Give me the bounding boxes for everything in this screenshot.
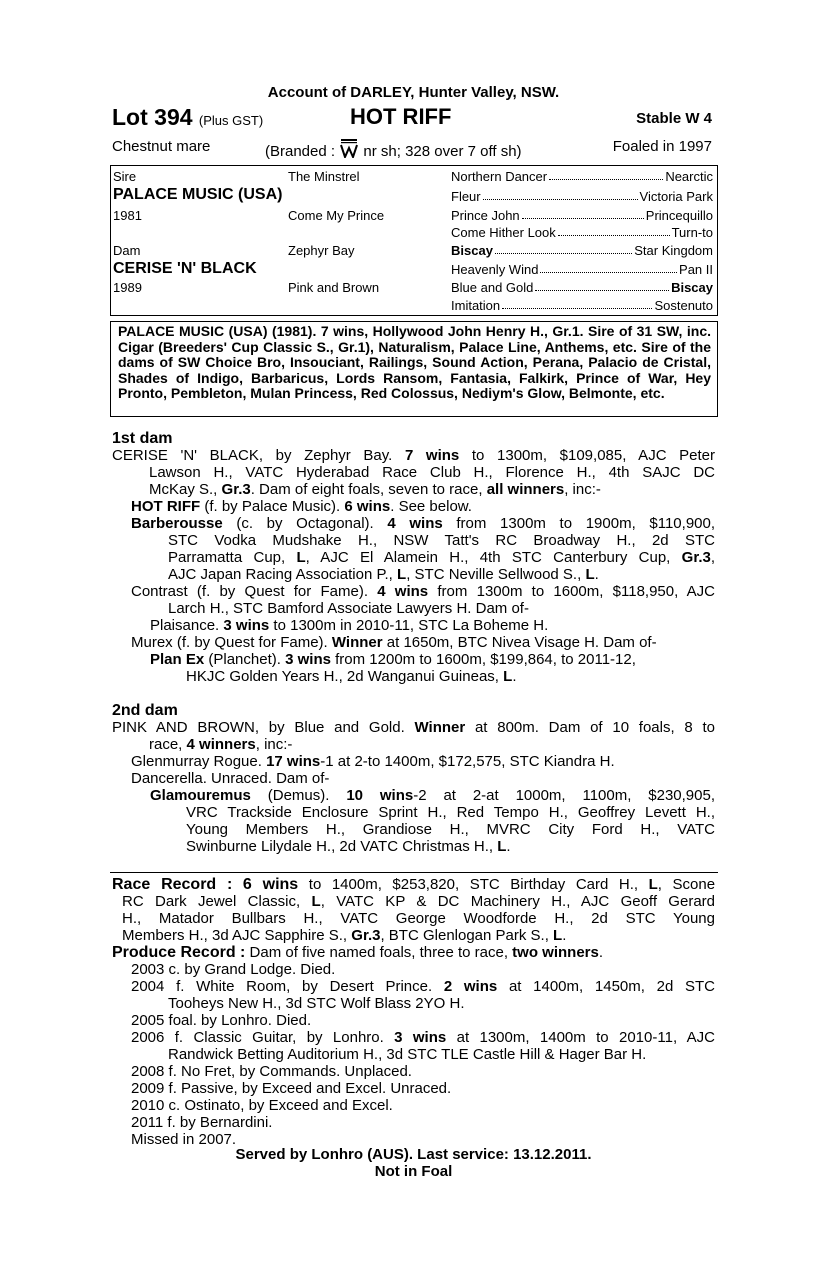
sire-sire: The Minstrel [288, 169, 360, 184]
dam-year: 1989 [113, 280, 142, 295]
produce-line: Contrast (f. by Quest for Fame). 4 wins from 1300m to 1600m, $118,950, AJC [131, 583, 716, 600]
produce-item: 2003 c. by Grand Lodge. Died. [131, 961, 336, 978]
dam-dam: Pink and Brown [288, 280, 380, 295]
account-line: Account of DARLEY, Hunter Valley, NSW. [267, 84, 560, 101]
produce-line: Plan Ex (Planchet). 3 wins from 1200m to 1600m, $199,864, to 2011-12, [150, 651, 636, 668]
ancestor: Sostenuto [654, 298, 713, 313]
ancestor: Biscay [671, 280, 713, 295]
branded-prefix: (Branded : [265, 143, 336, 160]
colour-sex: Chestnut mare [112, 138, 211, 155]
produce-line: Dancerella. Unraced. Dam of- [131, 770, 330, 787]
grandparent-row [451, 243, 713, 258]
produce-item: 2010 c. Ostinato, by Exceed and Excel. [131, 1097, 393, 1114]
dam-line: CERISE 'N' BLACK, by Zephyr Bay. 7 wins to 1300m, $109,085, AJC Peter [112, 447, 715, 464]
ancestor: Turn-to [671, 225, 713, 240]
dam-line: race, 4 winners, inc:- [149, 736, 293, 753]
produce-item: 2005 foal. by Lonhro. Died. [131, 1012, 312, 1029]
produce-line: STC Vodka Mudshake H., NSW Tatt's RC Broadway H., 2d STC [168, 532, 715, 549]
produce-line: Barberousse (c. by Octagonal). 4 wins from 1300m to 1900m, $110,900, [131, 515, 716, 532]
race-record-line: Race Record : 6 wins to 1400m, $253,820, STC Birthday Card H., L, Scone [112, 876, 716, 893]
produce-item: Tooheys New H., 3d STC Wolf Blass 2YO H. [168, 995, 465, 1012]
plus-gst: (Plus GST) [198, 113, 264, 128]
ancestor: Prince John [451, 208, 520, 223]
produce-item: 2006 f. Classic Guitar, by Lonhro. 3 wins at 1300m, 1400m to 2010-11, AJC [131, 1029, 715, 1046]
foaled-year: Foaled in 1997 [612, 138, 712, 155]
dam-line: McKay S., Gr.3. Dam of eight foals, seven to race, all winners, inc:- [149, 481, 601, 498]
grandparent-row [451, 280, 713, 295]
ancestor: Princequillo [645, 208, 713, 223]
produce-line: Young Members H., Grandiose H., MVRC City Ford H., VATC [186, 821, 715, 838]
ancestor: Pan II [679, 262, 713, 277]
grandparent-row [451, 169, 713, 184]
brand-description [265, 138, 522, 160]
dam-label: Dam [113, 243, 141, 258]
second-dam-section [112, 702, 715, 855]
lot-number [112, 104, 263, 131]
grandparent-row [451, 208, 713, 223]
produce-line: HKJC Golden Years H., 2d Wanganui Guineas, L. [186, 668, 517, 685]
produce-item: 2004 f. White Room, by Desert Prince. 2 wins at 1400m, 1450m, 2d STC [131, 978, 715, 995]
dam-sire: Zephyr Bay [288, 243, 355, 258]
produce-record-line: Produce Record : Dam of five named foals, three to race, two winners. [112, 944, 604, 961]
produce-item: Missed in 2007. [131, 1131, 237, 1148]
grandparent-row [451, 189, 713, 204]
produce-item: Randwick Betting Auditorium H., 3d STC TLE Castle Hill & Hager Bar H. [168, 1046, 647, 1063]
ancestor: Nearctic [665, 169, 713, 184]
sire-summary: PALACE MUSIC (USA) (1981). 7 wins, Hollywood John Henry H., Gr.1. Sire of 31 SW, inc. Cigar (Breeders' Cup Classic S., Gr.1), Naturalism, Palace Line, Anthems, etc. Sire of the dams of SW Choice Bro, Insouciant, Railings, Sound Action, Perana, Palacio de Cristal, Shades of Indigo, Barbaricus, Lords Ransom, Fantasia, Falkirk, Prince of War, Hey Pronto, Pembleton, Mulan Princess, Red Colossus, Nediym's Glow, Belmonte, etc. [110, 321, 718, 417]
produce-line: HOT RIFF (f. by Palace Music). 6 wins. See below. [131, 498, 472, 515]
branded-suffix: nr sh; 328 over 7 off sh) [363, 143, 522, 160]
produce-item: 2009 f. Passive, by Exceed and Excel. Unraced. [131, 1080, 452, 1097]
sire-dam: Come My Prince [288, 208, 385, 223]
ancestor: Heavenly Wind [451, 262, 539, 277]
produce-line: Glamouremus (Demus). 10 wins-2 at 2-at 1000m, 1100m, $230,905, [150, 787, 716, 804]
ancestor: Biscay [451, 243, 493, 258]
dam-name: CERISE 'N' BLACK [113, 260, 257, 277]
section-heading: 2nd dam [112, 702, 178, 719]
records-section [112, 876, 715, 1148]
produce-line: Plaisance. 3 wins to 1300m in 2010-11, STC La Boheme H. [150, 617, 549, 634]
ancestor: Imitation [451, 298, 501, 313]
ancestor: Victoria Park [639, 189, 713, 204]
first-dam-section [112, 430, 715, 685]
race-record-line: Members H., 3d AJC Sapphire S., Gr.3, BTC Glenlogan Park S., L. [122, 927, 567, 944]
ancestor: Come Hither Look [451, 225, 556, 240]
ancestor: Blue and Gold [451, 280, 534, 295]
brand-w-icon [339, 138, 359, 158]
foal-status: Not in Foal [374, 1163, 453, 1180]
produce-item: 2011 f. by Bernardini. [131, 1114, 273, 1131]
grandparent-row [451, 298, 713, 313]
dam-line: Lawson H., VATC Hyderabad Race Club H., Florence H., 4th SAJC DC [149, 464, 715, 481]
grandparent-row [451, 262, 713, 277]
pedigree-table [110, 165, 718, 316]
produce-line: VRC Trackside Enclosure Sprint H., Red Tempo H., Geoffrey Levett H., [186, 804, 715, 821]
produce-item: 2008 f. No Fret, by Commands. Unplaced. [131, 1063, 412, 1080]
sire-year: 1981 [113, 208, 142, 223]
produce-line: AJC Japan Racing Association P., L, STC Neville Sellwood S., L. [168, 566, 599, 583]
grandparent-row [451, 225, 713, 240]
produce-line: Glenmurray Rogue. 17 wins-1 at 2-to 1400m, $172,575, STC Kiandra H. [131, 753, 615, 770]
sire-label: Sire [113, 169, 137, 184]
section-heading: 1st dam [112, 430, 173, 447]
sire-name: PALACE MUSIC (USA) [113, 186, 283, 203]
produce-line: Murex (f. by Quest for Fame). Winner at 1650m, BTC Nivea Visage H. Dam of- [131, 634, 657, 651]
stable-label: Stable W 4 [636, 110, 712, 127]
produce-line: Parramatta Cup, L, AJC El Alamein H., 4th STC Canterbury Cup, Gr.3, [168, 549, 716, 566]
race-record-line: RC Dark Jewel Classic, L, VATC KP & DC Machinery H., AJC Geoff Gerard [122, 893, 715, 910]
lot-label: Lot 394 [112, 104, 193, 130]
ancestor: Northern Dancer [451, 169, 548, 184]
service-line: Served by Lonhro (AUS). Last service: 13.12.2011. [235, 1146, 592, 1163]
produce-line: Swinburne Lilydale H., 2d VATC Christmas H., L. [186, 838, 511, 855]
ancestor: Star Kingdom [634, 243, 713, 258]
divider [110, 872, 718, 873]
dam-line: PINK AND BROWN, by Blue and Gold. Winner at 800m. Dam of 10 foals, 8 to [112, 719, 715, 736]
race-record-line: H., Matador Bullbars H., VATC George Woodforde H., 2d STC Young [122, 910, 715, 927]
produce-line: Larch H., STC Bamford Associate Lawyers H. Dam of- [168, 600, 529, 617]
horse-name: HOT RIFF [350, 104, 452, 129]
ancestor: Fleur [451, 189, 481, 204]
